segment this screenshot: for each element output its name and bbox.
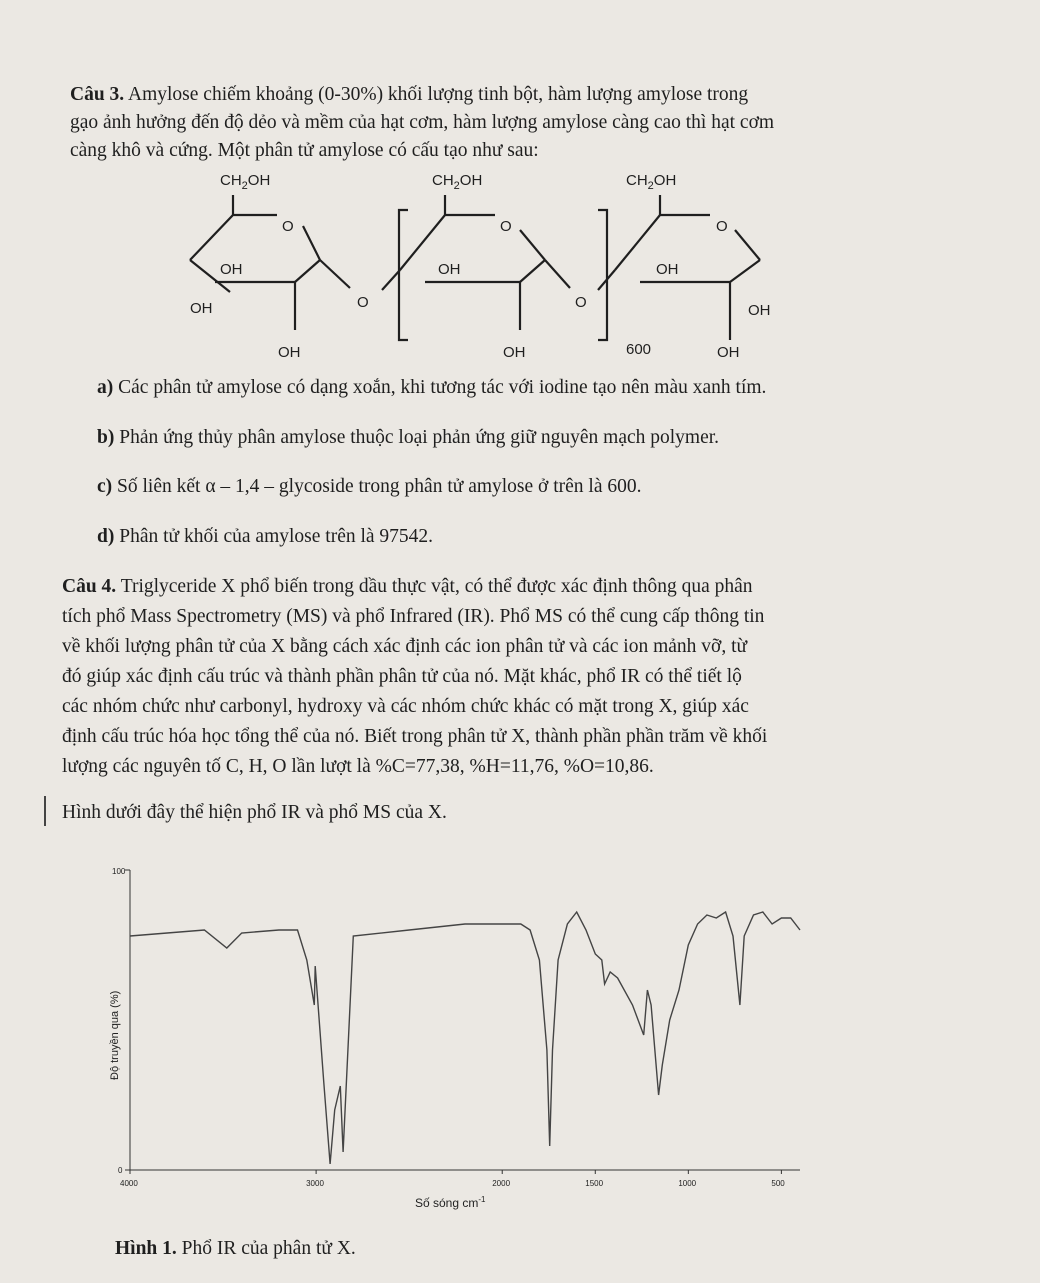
y-tick-0: 0 [118, 1166, 123, 1175]
x-tick-label-1000: 1000 [678, 1179, 697, 1188]
figure-caption: Hình 1. Phổ IR của phân tử X. [115, 1238, 356, 1259]
q3-item-a: a) Các phân tử amylose có dạng xoắn, khi tương tác với iodine tạo nên màu xanh tím. [97, 377, 767, 398]
q4-line-8: Hình dưới đây thể hiện phổ IR và phổ MS của X. [62, 802, 447, 823]
ir-spectrum-line [130, 912, 800, 1164]
oh-label-3c: OH [717, 344, 740, 361]
q4-text-1: Triglyceride X phổ biến trong dầu thực vật, có thể được xác định thông qua phân [120, 576, 753, 597]
oh-label-2a: OH [438, 261, 461, 278]
ring-o-label-2: O [500, 218, 512, 235]
q4-line-1 [62, 574, 1022, 600]
oh-label-1b: OH [190, 300, 213, 317]
q3-line-1 [70, 82, 1030, 108]
ch2oh-label-2: $CH_2OH$ [432, 172, 483, 192]
oh-label-2b: OH [503, 344, 526, 361]
q4-line-2: tích phổ Mass Spectrometry (MS) và phổ Infrared (IR). Phổ MS có thể cung cấp thông tin [62, 606, 765, 627]
q3-item-b: b) Phản ứng thủy phân amylose thuộc loại phản ứng giữ nguyên mạch polymer. [97, 427, 720, 448]
x-tick-label-4000: 4000 [120, 1179, 138, 1188]
oh-label-3a: OH [656, 261, 679, 278]
repeat-count-label: 600 [626, 341, 652, 358]
x-tick-label-1500: 1500 [585, 1179, 604, 1188]
glycosidic-o-label-1: O [357, 294, 369, 311]
ch2oh-label-3: $CH_2OH$ [626, 172, 677, 192]
glycosidic-o-label-2: O [575, 294, 587, 311]
q3-item-d: d) Phân tử khối của amylose trên là 97542. [97, 526, 434, 547]
x-tick-label-500: 500 [771, 1179, 785, 1188]
ir-spectrum-chart [90, 850, 820, 1225]
q4-line-3: về khối lượng phân tử của X bằng cách xác định các ion phân tử và các ion mảnh vỡ, từ [62, 636, 748, 657]
x-tick-label-3000: 3000 [306, 1179, 324, 1188]
q3-line-2: gạo ảnh hưởng đến độ dẻo và mềm của hạt cơm, hàm lượng amylose càng cao thì hạt cơm [70, 112, 775, 133]
q4-line-7: lượng các nguyên tố C, H, O lần lượt là %C=77,38, %H=11,76, %O=10,86. [62, 756, 654, 777]
q4-line-5: các nhóm chức như carbonyl, hydroxy và các nhóm chức khác có mặt trong X, giúp xác [62, 696, 749, 717]
x-axis-label: Số sóng $cm^{-1}$ [415, 1195, 486, 1210]
ch2oh-label-1: $CH_2OH$ [220, 172, 271, 192]
oh-label-1a: OH [220, 261, 243, 278]
q3-label: Câu 3. [70, 84, 125, 105]
q3-line-3: càng khô và cứng. Một phân tử amylose có cấu tạo như sau: [70, 140, 539, 161]
oh-label-3b: OH [748, 302, 771, 319]
q4-line-6: định cấu trúc hóa học tổng thể của nó. Biết trong phân tử X, thành phần phần trăm về khối [62, 726, 768, 747]
amylose-structure [170, 160, 820, 370]
oh-label-1c: OH [278, 344, 301, 361]
y-tick-100: 100 [112, 867, 126, 876]
ring-o-label-1: O [282, 218, 294, 235]
y-axis-label: Độ truyền qua (%) [109, 990, 121, 1080]
margin-bar [44, 796, 46, 826]
ring-o-label-3: O [716, 218, 728, 235]
q4-label: Câu 4. [62, 576, 117, 597]
q3-item-c: c) Số liên kết α – 1,4 – glycoside trong phân tử amylose ở trên là 600. [97, 476, 642, 497]
q4-line-4: đó giúp xác định cấu trúc và thành phần phân tử của nó. Mặt khác, phổ IR có thể tiết lộ [62, 666, 742, 687]
q3-text-1: Amylose chiếm khoảng (0-30%) khối lượng tinh bột, hàm lượng amylose trong [128, 84, 749, 105]
x-tick-label-2000: 2000 [492, 1179, 511, 1188]
